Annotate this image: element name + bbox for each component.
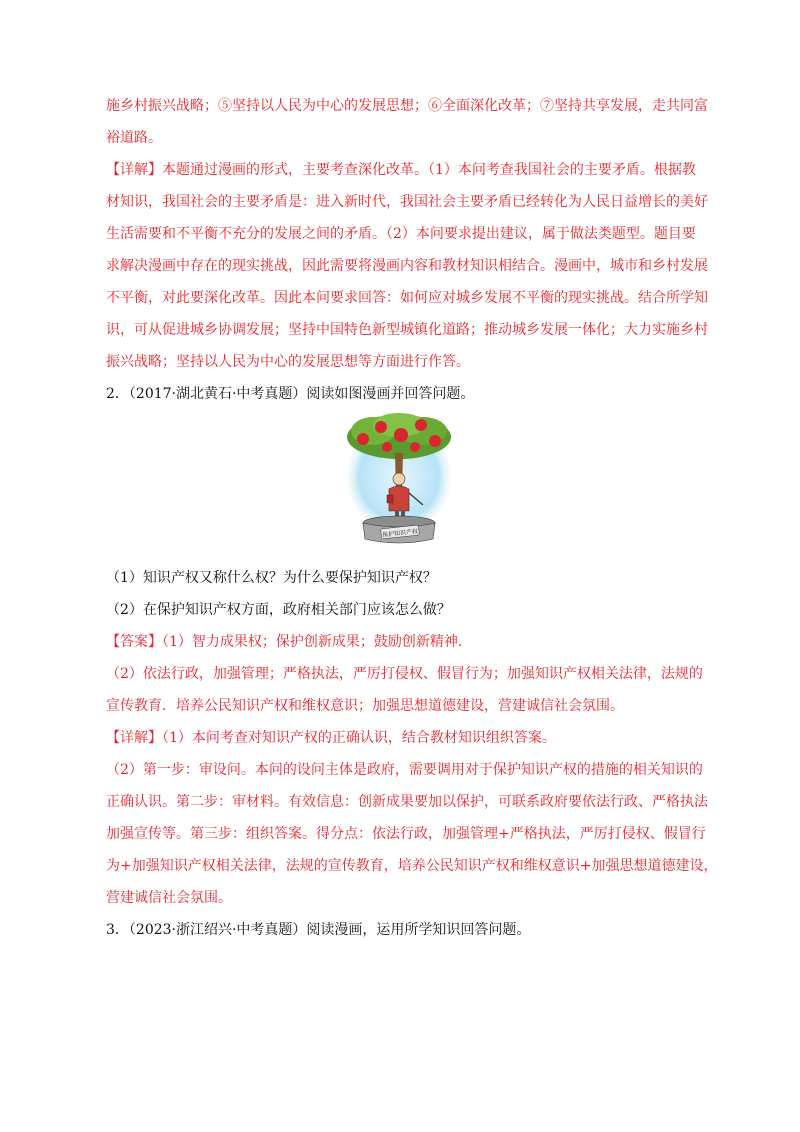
text-line: （2）第一步：审设问。本问的设问主体是政府，需要调用对于保护知识产权的措施的相关知识的: [106, 762, 703, 778]
text-line: 营建诚信社会氛围。: [106, 890, 232, 906]
text-line: 求解决漫画中存在的现实挑战，因此需要将漫画内容和教材知识相结合。漫画中，城市和乡村发展: [106, 258, 708, 274]
detail-tag: 【详解】: [106, 730, 162, 746]
question-heading: 3．（2023·浙江绍兴·中考真题）阅读漫画，运用所学知识回答问题。: [106, 922, 531, 938]
text-line: 材知识，我国社会的主要矛盾是：进入新时代，我国社会主要矛盾已经转化为人民日益增长的美好: [106, 194, 708, 210]
text-line: 识，可从促进城乡协调发展；坚持中国特色新型城镇化道路；推动城乡发展一体化；大力实施乡村: [106, 322, 708, 338]
question-heading: 2．（2017·湖北黄石·中考真题）阅读如图漫画并回答问题。: [106, 386, 475, 402]
text-line: （2）依法行政，加强管理；严格执法，严厉打侵权、假冒行为；加强知识产权相关法律，法规的: [106, 666, 703, 682]
text-line: 为+加强知识产权相关法律，法规的宣传教育，培养公民知识产权和维权意识+加强思想道德建设，: [106, 858, 718, 874]
planter-base: [363, 516, 435, 543]
question-2: （2）在保护知识产权方面，政府相关部门应该怎么做？: [106, 602, 451, 618]
cartoon-illustration: [343, 409, 455, 549]
base-label: 保护知识产权: [381, 528, 419, 539]
text-line: 不平衡，对此要深化改革。因此本问要求回答：如何应对城乡发展不平衡的现实挑战。结合所学知: [106, 290, 708, 306]
text-line: 裕道路。: [106, 130, 162, 146]
detail-tag: 【详解】: [106, 162, 162, 178]
text-line: 施乡村振兴战略；⑤坚持以人民为中心的发展思想；⑥全面深化改革；⑦坚持共享发展，走共同富: [106, 98, 708, 114]
answer-tag: 【答案】: [106, 634, 162, 650]
text-line: 【答案】（1）智力成果权；保护创新成果；鼓励创新精神.: [106, 634, 463, 650]
text-line: 正确认识。第二步：审材料。有效信息：创新成果要加以保护，可联系政府要依法行政、严格执法: [106, 794, 708, 810]
text-line: 生活需要和不平衡不充分的发展之间的矛盾。（2）本问要求提出建议，属于做法类题型。题目要: [106, 226, 696, 242]
text-line: 宣传教育．培养公民知识产权和维权意识；加强思想道德建设，营建诚信社会氛围。: [106, 698, 624, 714]
text-line: 【详解】本题通过漫画的形式，主要考查深化改革。（1）本问考查我国社会的主要矛盾。根据教: [106, 162, 696, 178]
question-1: （1）知识产权又称什么权？为什么要保护知识产权？: [106, 570, 437, 586]
text-line: 振兴战略；坚持以人民为中心的发展思想等方面进行作答。: [106, 354, 470, 370]
text-line: 加强宣传等。第三步：组织答案。得分点：依法行政，加强管理+严格执法，严厉打侵权、假冒行: [106, 826, 706, 842]
text-line: 【详解】（1）本问考查对知识产权的正确认识，结合教材知识组织答案。: [106, 730, 556, 746]
